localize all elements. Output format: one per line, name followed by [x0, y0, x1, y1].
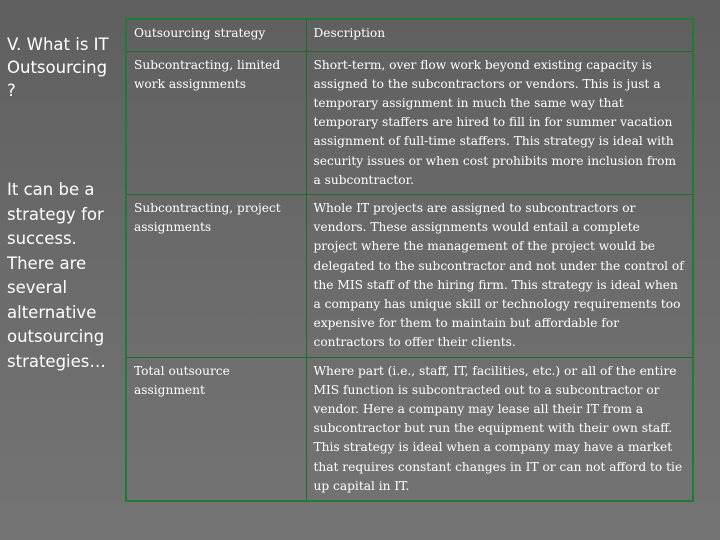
- slide-title: V. What is IT Outsourcing ?: [7, 35, 109, 100]
- slide-subtext: It can be a strategy for success. There are several alternative outsourcing strategies…: [7, 180, 106, 371]
- column-header-strategy: Outsourcing strategy: [126, 19, 306, 51]
- strategy-cell: Total outsource assignment: [126, 357, 306, 501]
- description-cell: Where part (i.e., staff, IT, facilities, etc.) or all of the entire MIS function is subcontracted out to a subcontractor or vendor. Here a company may lease all their IT from a subcontractor but run the equipment with their own staff. This strategy is ideal when a company may have a market that requires constant changes in IT or can not afford to tie up capital in IT.: [306, 357, 693, 501]
- table-row: [126, 357, 693, 501]
- strategy-cell: Subcontracting, project assignments: [126, 194, 306, 357]
- description-cell: Short-term, over flow work beyond existing capacity is assigned to the subcontractors or vendors. This is just a temporary assignment in much the same way that temporary staffers are hired to fill in for summer vacation assignment of full-time staffers. This strategy is ideal with security issues or when cost prohibits more inclusion from a subcontractor.: [306, 51, 693, 194]
- outsourcing-strategies-table: [125, 18, 694, 502]
- table-row: [126, 194, 693, 357]
- strategy-cell: Subcontracting, limited work assignments: [126, 51, 306, 194]
- column-header-description: Description: [306, 19, 693, 51]
- table-header-row: [126, 19, 693, 51]
- table-row: [126, 51, 693, 194]
- description-cell: Whole IT projects are assigned to subcontractors or vendors. These assignments would entail a complete project where the management of the project would be delegated to the subcontractor and not under the control of the MIS staff of the hiring firm. This strategy is ideal when a company has unique skill or technology requirements too expensive for them to maintain but affordable for contractors to offer their clients.: [306, 194, 693, 357]
